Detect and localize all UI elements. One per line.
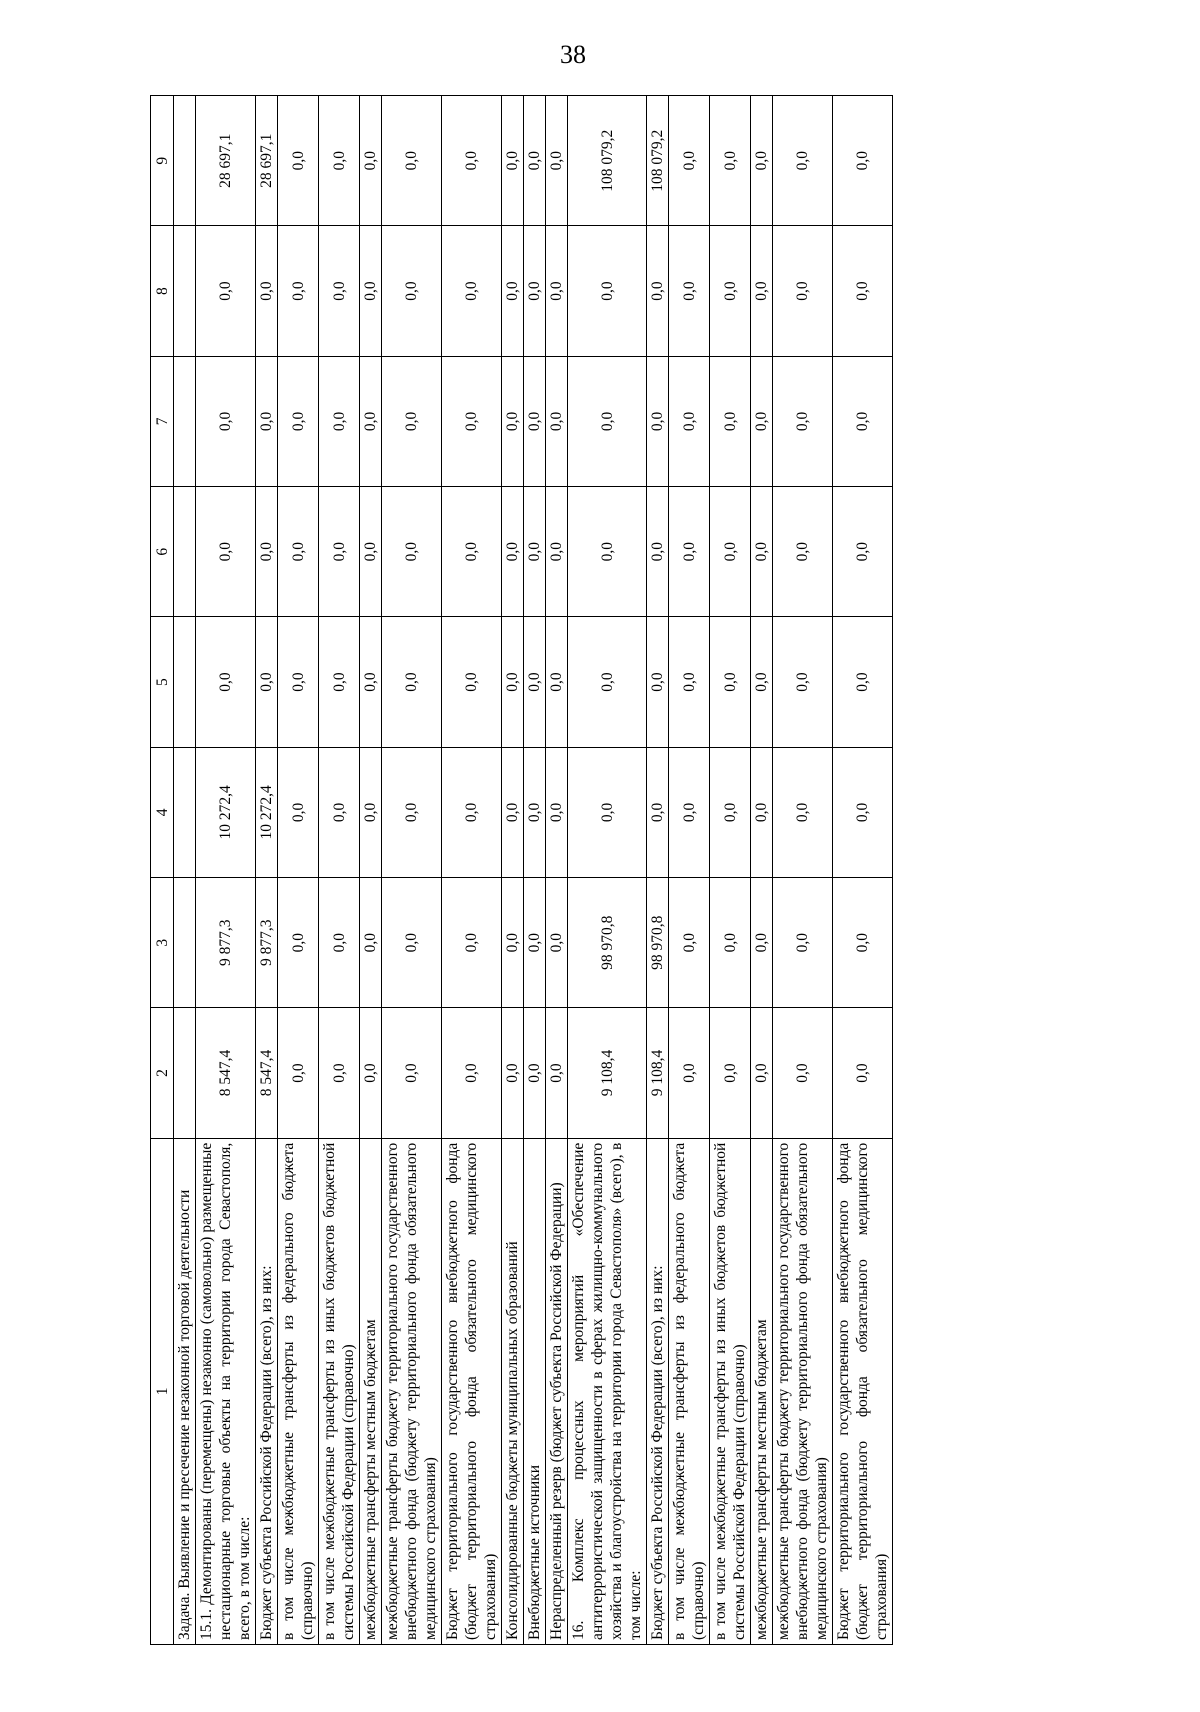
value-cell: 0,0	[546, 1008, 568, 1138]
header-cell: 8	[151, 226, 174, 356]
value-cell: 0,0	[524, 747, 546, 877]
table-row	[669, 96, 710, 1645]
table-row	[751, 96, 773, 1645]
value-cell: 0,0	[647, 226, 669, 356]
value-cell: 0,0	[751, 878, 773, 1008]
value-cell: 9 108,4	[568, 1008, 647, 1138]
value-cell: 0,0	[256, 356, 278, 486]
value-cell: 0,0	[382, 747, 442, 877]
value-cell: 0,0	[647, 747, 669, 877]
header-row	[151, 96, 174, 1645]
value-cell: 0,0	[319, 1008, 360, 1138]
value-cell: 0,0	[647, 617, 669, 747]
value-cell: 0,0	[382, 226, 442, 356]
value-cell: 0,0	[833, 226, 893, 356]
value-cell	[174, 617, 196, 747]
value-cell: 0,0	[196, 356, 256, 486]
value-cell: 0,0	[669, 96, 710, 226]
page-number: 38	[560, 40, 586, 69]
value-cell: 0,0	[360, 878, 382, 1008]
row-label: 15.1. Демонтированы (перемещены) незаконно (самовольно) размещенные нестационарные торговые объекты на территории города Севастополя, всего, в том числе:	[196, 1138, 256, 1644]
value-cell: 10 272,4	[196, 747, 256, 877]
value-cell: 0,0	[319, 356, 360, 486]
value-cell	[174, 747, 196, 877]
row-label: Бюджет субъекта Российской Федерации (всего), из них:	[256, 1138, 278, 1644]
value-cell: 0,0	[360, 1008, 382, 1138]
value-cell: 0,0	[278, 1008, 319, 1138]
value-cell: 0,0	[751, 747, 773, 877]
value-cell: 0,0	[442, 1008, 502, 1138]
value-cell: 9 877,3	[256, 878, 278, 1008]
rotated-table-area	[150, 95, 1150, 1645]
value-cell: 0,0	[442, 96, 502, 226]
value-cell: 0,0	[546, 96, 568, 226]
value-cell: 0,0	[773, 747, 833, 877]
table-row	[360, 96, 382, 1645]
table-row	[196, 96, 256, 1645]
row-label: в том числе межбюджетные трансферты из федерального бюджета (справочно)	[669, 1138, 710, 1644]
header-cell: 3	[151, 878, 174, 1008]
value-cell: 0,0	[647, 487, 669, 617]
value-cell: 0,0	[442, 226, 502, 356]
value-cell: 0,0	[278, 878, 319, 1008]
value-cell: 0,0	[833, 356, 893, 486]
value-cell: 0,0	[546, 878, 568, 1008]
value-cell: 0,0	[502, 1008, 524, 1138]
value-cell: 0,0	[360, 96, 382, 226]
value-cell: 98 970,8	[647, 878, 669, 1008]
value-cell: 0,0	[382, 487, 442, 617]
value-cell: 0,0	[524, 356, 546, 486]
row-label: Задача. Выявление и пресечение незаконной торговой деятельности	[174, 1138, 196, 1644]
table-row	[442, 96, 502, 1645]
row-label: межбюджетные трансферты бюджету территориального государственного внебюджетного фонда (бюджету территориального фонда обязательного медицинского страхования)	[382, 1138, 442, 1644]
value-cell: 0,0	[502, 226, 524, 356]
value-cell: 0,0	[773, 1008, 833, 1138]
table-row	[502, 96, 524, 1645]
value-cell: 0,0	[360, 747, 382, 877]
value-cell: 0,0	[710, 1008, 751, 1138]
header-cell: 9	[151, 96, 174, 226]
value-cell: 0,0	[546, 487, 568, 617]
value-cell: 0,0	[278, 747, 319, 877]
value-cell: 0,0	[442, 487, 502, 617]
table-row	[710, 96, 751, 1645]
header-cell: 2	[151, 1008, 174, 1138]
budget-table	[150, 95, 893, 1645]
value-cell: 0,0	[502, 487, 524, 617]
value-cell: 0,0	[382, 356, 442, 486]
value-cell	[174, 878, 196, 1008]
value-cell: 98 970,8	[568, 878, 647, 1008]
value-cell: 0,0	[546, 617, 568, 747]
value-cell: 0,0	[669, 1008, 710, 1138]
row-label: Консолидированные бюджеты муниципальных образований	[502, 1138, 524, 1644]
value-cell: 0,0	[546, 226, 568, 356]
table-row	[382, 96, 442, 1645]
table-row	[568, 96, 647, 1645]
rotated-table-container	[150, 95, 1150, 1645]
value-cell: 0,0	[256, 487, 278, 617]
table-row	[319, 96, 360, 1645]
value-cell	[174, 226, 196, 356]
value-cell: 0,0	[833, 878, 893, 1008]
value-cell: 0,0	[319, 747, 360, 877]
value-cell: 0,0	[710, 878, 751, 1008]
value-cell: 0,0	[833, 747, 893, 877]
value-cell: 0,0	[833, 96, 893, 226]
row-label: межбюджетные трансферты местным бюджетам	[360, 1138, 382, 1644]
value-cell: 0,0	[773, 96, 833, 226]
value-cell: 0,0	[196, 487, 256, 617]
value-cell: 0,0	[524, 96, 546, 226]
value-cell	[174, 96, 196, 226]
value-cell: 0,0	[319, 96, 360, 226]
table-row	[833, 96, 893, 1645]
value-cell: 0,0	[442, 617, 502, 747]
value-cell: 0,0	[319, 226, 360, 356]
value-cell: 0,0	[442, 878, 502, 1008]
row-label: в том числе межбюджетные трансферты из иных бюджетов бюджетной системы Российской Федерации (справочно)	[710, 1138, 751, 1644]
row-label: Бюджет территориального государственного внебюджетного фонда (бюджет территориального фонда обязательного медицинского страхования)	[833, 1138, 893, 1644]
value-cell: 0,0	[568, 747, 647, 877]
value-cell: 0,0	[524, 1008, 546, 1138]
table-row	[524, 96, 546, 1645]
value-cell: 0,0	[502, 356, 524, 486]
value-cell: 0,0	[568, 487, 647, 617]
value-cell: 0,0	[647, 356, 669, 486]
value-cell: 0,0	[751, 1008, 773, 1138]
table-body	[174, 96, 893, 1645]
row-label: Бюджет субъекта Российской Федерации (всего), из них:	[647, 1138, 669, 1644]
value-cell: 0,0	[502, 617, 524, 747]
value-cell: 0,0	[382, 878, 442, 1008]
value-cell: 0,0	[278, 487, 319, 617]
row-label: 16. Комплекс процессных мероприятий «Обеспечение антитеррористической защищенности в сферах жилищно-коммунального хозяйства и благоустройства на территории города Севастополя» (всего), в том числе:	[568, 1138, 647, 1644]
table-row	[256, 96, 278, 1645]
value-cell: 0,0	[669, 878, 710, 1008]
value-cell: 8 547,4	[256, 1008, 278, 1138]
row-label: в том числе межбюджетные трансферты из иных бюджетов бюджетной системы Российской Федерации (справочно)	[319, 1138, 360, 1644]
value-cell: 108 079,2	[568, 96, 647, 226]
value-cell: 0,0	[546, 747, 568, 877]
value-cell: 0,0	[278, 226, 319, 356]
value-cell: 0,0	[568, 356, 647, 486]
value-cell: 0,0	[502, 878, 524, 1008]
row-label: Внебюджетные источники	[524, 1138, 546, 1644]
value-cell: 0,0	[773, 617, 833, 747]
header-cell: 1	[151, 1138, 174, 1644]
value-cell: 0,0	[751, 617, 773, 747]
value-cell: 0,0	[442, 356, 502, 486]
value-cell: 0,0	[669, 487, 710, 617]
value-cell: 0,0	[360, 356, 382, 486]
value-cell: 0,0	[360, 226, 382, 356]
value-cell	[174, 487, 196, 617]
value-cell: 10 272,4	[256, 747, 278, 877]
value-cell: 0,0	[833, 487, 893, 617]
value-cell: 0,0	[442, 747, 502, 877]
row-label: в том числе межбюджетные трансферты из федерального бюджета (справочно)	[278, 1138, 319, 1644]
value-cell: 0,0	[710, 356, 751, 486]
table-row	[174, 96, 196, 1645]
value-cell: 0,0	[319, 487, 360, 617]
value-cell	[174, 1008, 196, 1138]
value-cell: 0,0	[256, 617, 278, 747]
value-cell: 0,0	[196, 617, 256, 747]
value-cell: 0,0	[710, 487, 751, 617]
value-cell: 0,0	[502, 96, 524, 226]
value-cell: 0,0	[710, 96, 751, 226]
value-cell: 0,0	[833, 617, 893, 747]
value-cell: 0,0	[568, 617, 647, 747]
value-cell: 0,0	[669, 356, 710, 486]
value-cell: 0,0	[773, 487, 833, 617]
value-cell: 0,0	[751, 487, 773, 617]
header-cell: 5	[151, 617, 174, 747]
value-cell: 0,0	[669, 747, 710, 877]
value-cell: 0,0	[278, 356, 319, 486]
value-cell: 9 877,3	[196, 878, 256, 1008]
value-cell: 0,0	[524, 487, 546, 617]
header-cell: 6	[151, 487, 174, 617]
header-cell: 4	[151, 747, 174, 877]
value-cell: 28 697,1	[196, 96, 256, 226]
value-cell: 0,0	[524, 617, 546, 747]
value-cell: 0,0	[751, 96, 773, 226]
value-cell: 0,0	[524, 878, 546, 1008]
value-cell: 0,0	[773, 226, 833, 356]
value-cell: 8 547,4	[196, 1008, 256, 1138]
value-cell: 0,0	[382, 96, 442, 226]
value-cell: 0,0	[502, 747, 524, 877]
value-cell: 0,0	[833, 1008, 893, 1138]
value-cell: 0,0	[710, 747, 751, 877]
value-cell: 0,0	[360, 617, 382, 747]
row-label: межбюджетные трансферты местным бюджетам	[751, 1138, 773, 1644]
value-cell: 0,0	[773, 356, 833, 486]
value-cell	[174, 356, 196, 486]
value-cell: 0,0	[256, 226, 278, 356]
header-cell: 7	[151, 356, 174, 486]
table-row	[773, 96, 833, 1645]
value-cell: 0,0	[773, 878, 833, 1008]
value-cell: 108 079,2	[647, 96, 669, 226]
value-cell: 0,0	[568, 226, 647, 356]
value-cell: 0,0	[669, 617, 710, 747]
value-cell: 0,0	[710, 226, 751, 356]
table-row	[278, 96, 319, 1645]
table-row	[546, 96, 568, 1645]
row-label: Нераспределенный резерв (бюджет субъекта Российской Федерации)	[546, 1138, 568, 1644]
table-row	[647, 96, 669, 1645]
value-cell: 0,0	[382, 1008, 442, 1138]
value-cell: 0,0	[319, 617, 360, 747]
value-cell: 0,0	[278, 96, 319, 226]
value-cell: 0,0	[710, 617, 751, 747]
row-label: межбюджетные трансферты бюджету территориального государственного внебюджетного фонда (бюджету территориального фонда обязательного медицинского страхования)	[773, 1138, 833, 1644]
value-cell: 0,0	[751, 226, 773, 356]
value-cell: 0,0	[278, 617, 319, 747]
value-cell: 0,0	[751, 356, 773, 486]
value-cell: 0,0	[319, 878, 360, 1008]
row-label: Бюджет территориального государственного внебюджетного фонда (бюджет территориального фонда обязательного медицинского страхования)	[442, 1138, 502, 1644]
value-cell: 0,0	[196, 226, 256, 356]
value-cell: 28 697,1	[256, 96, 278, 226]
value-cell: 0,0	[524, 226, 546, 356]
value-cell: 9 108,4	[647, 1008, 669, 1138]
value-cell: 0,0	[382, 617, 442, 747]
value-cell: 0,0	[546, 356, 568, 486]
value-cell: 0,0	[669, 226, 710, 356]
value-cell: 0,0	[360, 487, 382, 617]
